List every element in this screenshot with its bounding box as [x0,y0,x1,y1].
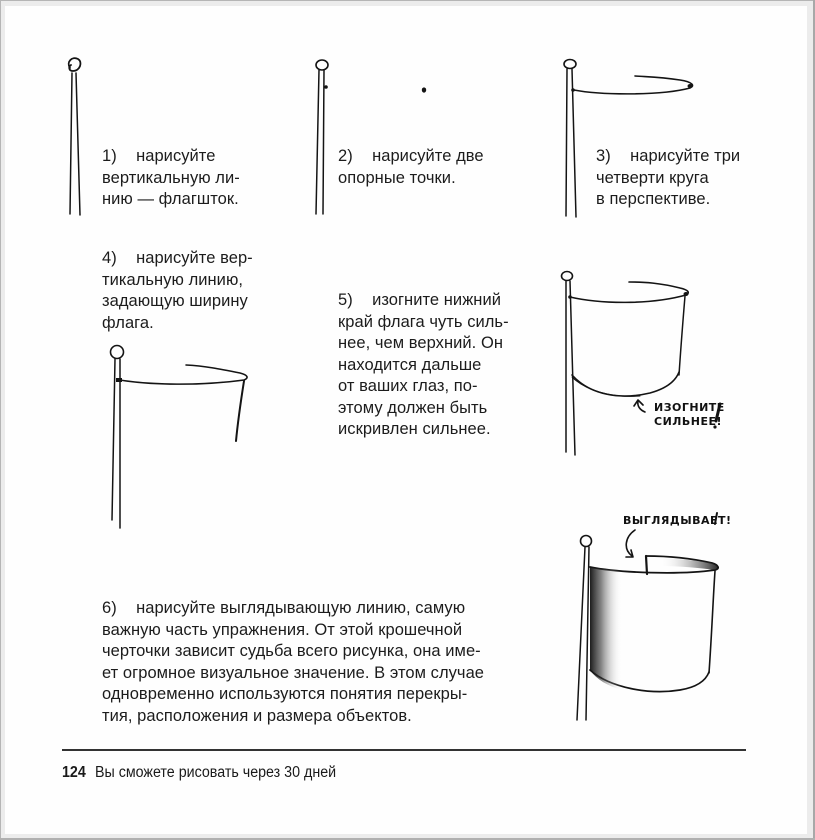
annotation-bend-more: ИЗОГНИТЕ СИЛЬНЕЕ! [654,401,725,428]
step-4-text: 4) нарисуйте вер- тикальную линию, задающую ширину флага. [102,249,253,332]
book-title: Вы сможете рисовать через 30 дней [95,764,337,781]
step1-flagpole-drawing [69,58,81,215]
step-5-text: 5) изогните нижний край флага чуть силь- нее, чем верхний. Он находится дальше от ваших глаз, по- этому должен быть искривлен сильнее. [338,291,509,438]
flag-shading-left [590,567,622,690]
annotation-peeks-out: ВЫГЛЯДЫВАЕТ! [623,514,732,527]
step-3-text: 3) нарисуйте три четверти круга в перспективе. [596,147,741,208]
footer-rule [62,749,746,751]
step-6-text: 6) нарисуйте выглядывающую линию, самую важную часть упражнения. От этой крошечной черточки зависит судьба всего рисунка, она име- ет огромное визуальное значение. В этом случае одновременно используются понятия перекры- тия, расположения и размера объектов. [102,599,485,725]
page-footer [62,764,336,782]
page-number: 124 [62,764,86,781]
step4-flag-width-drawing [111,346,248,529]
step2-anchor-points-drawing [316,60,426,214]
step-2-text: 2) нарисуйте две опорные точки. [338,147,484,187]
flag-shading-top [660,558,718,570]
step-1-text: 1) нарисуйте вертикальную ли- нию — флагшток. [102,147,240,208]
